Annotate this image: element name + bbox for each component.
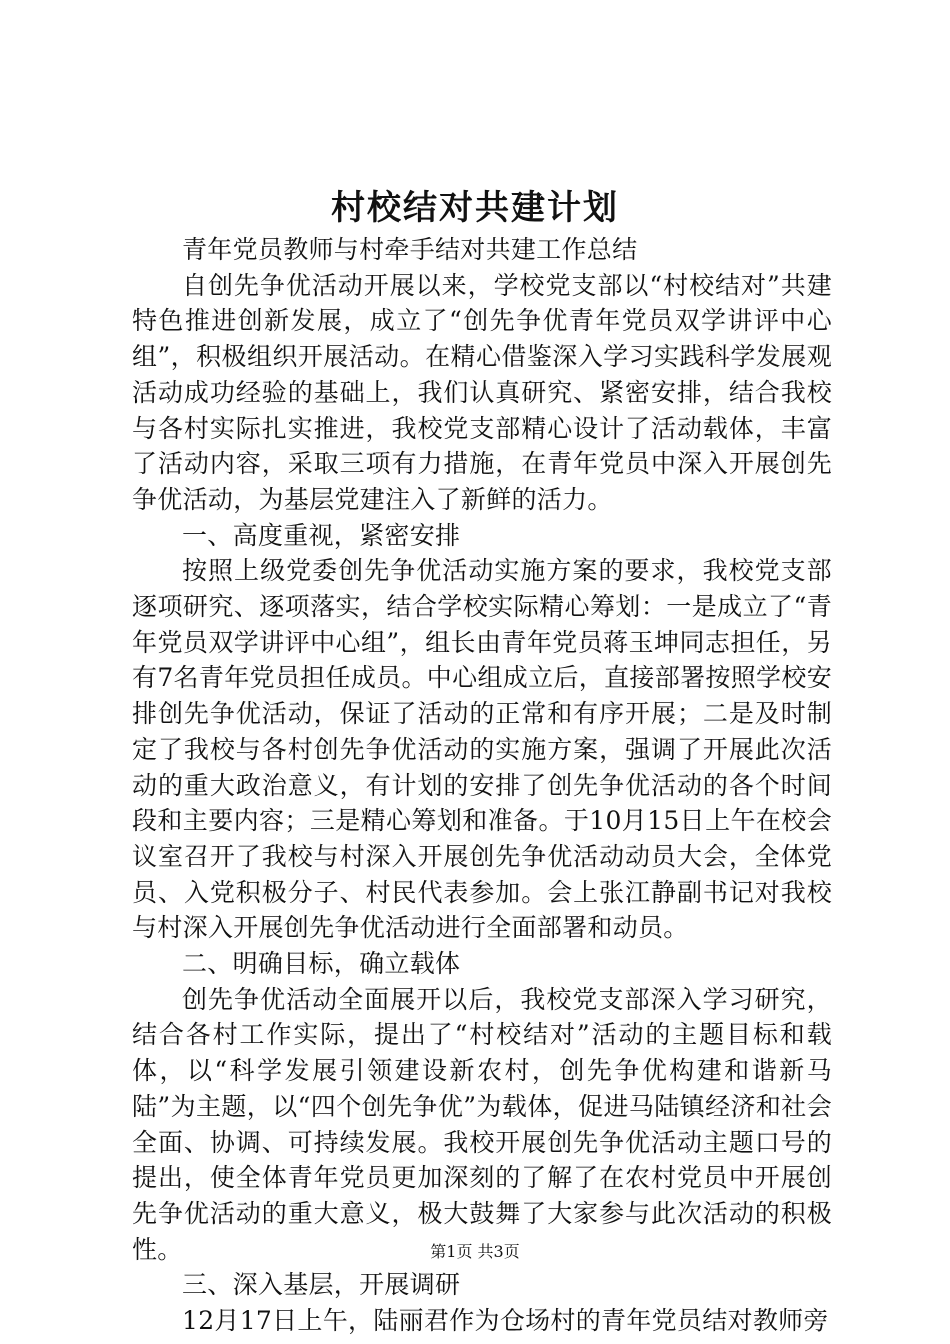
page-footer: 第1页 共3页 [430,1242,520,1261]
section-paragraph-2: 创先争优活动全面展开以后，我校党支部深入学习研究，结合各村工作实际，提出了“村校结对”活动的主题目标和载体，以“科学发展引领建设新农村，创先争优构建和谐新马陆”为主题，以“四个创先争优”为载体，促进马陆镇经济和社会全面、协调、可持续发展。我校开展创先争优活动主题口号的提出，使全体青年党员更加深刻的了解了在农村党员中开展创先争优活动的重大意义，极大鼓舞了大家参与此次活动的积极性。 [132,984,832,1264]
intro-paragraph: 自创先争优活动开展以来，学校党支部以“村校结对”共建特色推进创新发展，成立了“创先争优青年党员双学讲评中心组”，积极组织开展活动。在精心借鉴深入学习实践科学发展观活动成功经验的基础上，我们认真研究、紧密安排，结合我校与各村实际扎实推进，我校党支部精心设计了活动载体，丰富了活动内容，采取三项有力措施，在青年党员中深入开展创先争优活动，为基层党建注入了新鲜的活力。 [132,270,832,514]
document-body [132,232,832,1339]
section-paragraph-3: 12月17日上午，陆丽君作为仓场村的青年党员结对教师旁 [182,1306,829,1336]
section-heading-2: 二、明确目标，确立载体 [182,949,461,979]
subtitle-paragraph: 青年党员教师与村牵手结对共建工作总结 [182,235,638,264]
section-heading-3: 三、深入基层，开展调研 [182,1270,461,1300]
document-title: 村校结对共建计划 [331,188,619,228]
section-paragraph-1: 按照上级党委创先争优活动实施方案的要求，我校党支部逐项研究、逐项落实，结合学校实际精心筹划：一是成立了“青年党员双学讲评中心组”，组长由青年党员蒋玉坤同志担任，另有7名青年党员担任成员。中心组成立后，直接部署按照学校安排创先争优活动，保证了活动的正常和有序开展；二是及时制定了我校与各村创先争优活动的实施方案，强调了开展此次活动的重大政治意义，有计划的安排了创先争优活动的各个时间段和主要内容；三是精心筹划和准备。于10月15日上午在校会议室召开了我校与村深入开展创先争优活动动员大会，全体党员、入党积极分子、村民代表参加。会上张江静副书记对我校与村深入开展创先争优活动进行全面部署和动员。 [132,556,832,943]
section-heading-1: 一、高度重视，紧密安排 [182,520,461,550]
